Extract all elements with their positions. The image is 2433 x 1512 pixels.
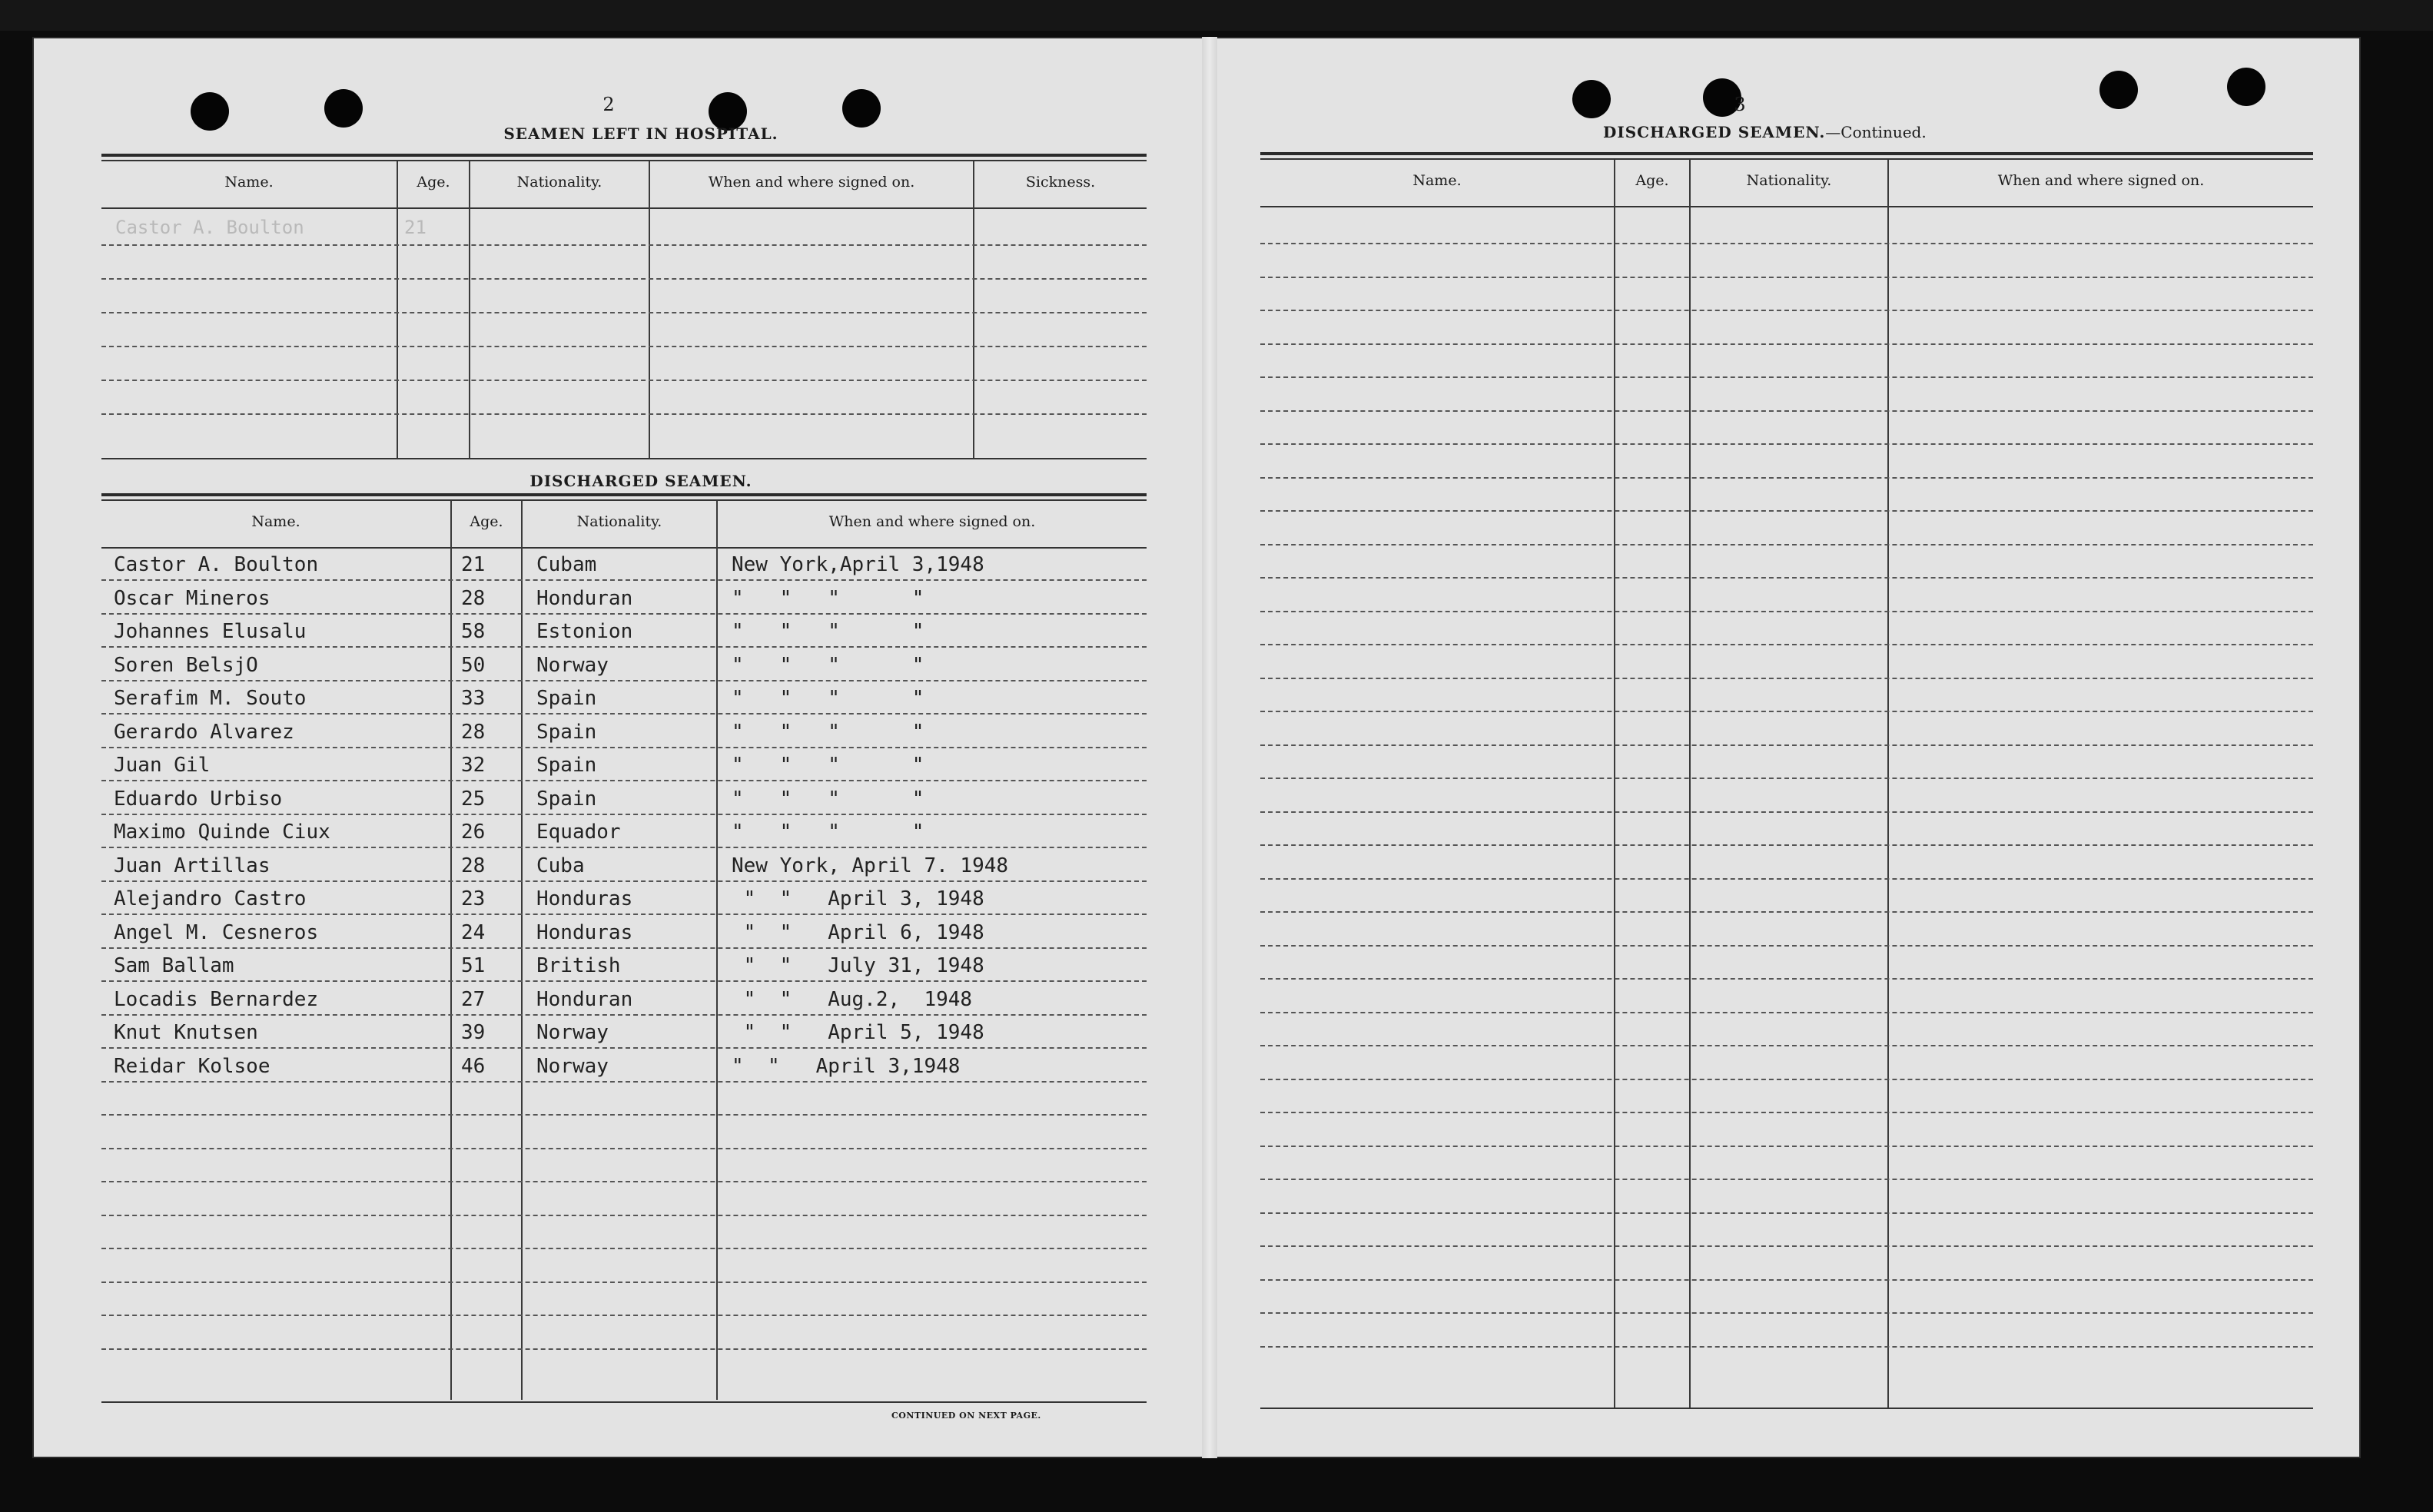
row-rule bbox=[101, 880, 1147, 882]
punch-hole bbox=[842, 89, 881, 128]
row-rule bbox=[101, 914, 1147, 915]
seaman-signed-on: " " April 5, 1948 bbox=[732, 1021, 984, 1044]
seaman-age: 46 bbox=[461, 1054, 486, 1078]
seaman-signed-on: " " July 31, 1948 bbox=[732, 954, 984, 977]
row-rule bbox=[101, 980, 1147, 982]
row-rule bbox=[1260, 1279, 2313, 1281]
seaman-nationality: Honduras bbox=[536, 920, 633, 944]
punch-hole bbox=[324, 89, 363, 128]
continued-col-nationality: Nationality. bbox=[1746, 172, 1832, 189]
seaman-age: 28 bbox=[461, 720, 486, 744]
seaman-age: 58 bbox=[461, 620, 486, 643]
hospital-col-signed-on: When and where signed on. bbox=[708, 174, 915, 191]
row-rule bbox=[1260, 343, 2313, 345]
row-rule bbox=[1260, 945, 2313, 947]
row-rule bbox=[1260, 277, 2313, 278]
seaman-age: 26 bbox=[461, 821, 486, 844]
row-rule bbox=[1260, 678, 2313, 679]
seaman-nationality: Estonion bbox=[536, 620, 633, 643]
row-rule bbox=[101, 780, 1147, 781]
discharged-continued-title bbox=[1603, 123, 1927, 141]
row-rule bbox=[101, 847, 1147, 848]
seaman-age: 25 bbox=[461, 787, 486, 811]
row-rule bbox=[101, 1348, 1147, 1350]
seaman-nationality: Norway bbox=[536, 1021, 609, 1044]
seaman-nationality: Honduras bbox=[536, 887, 633, 910]
seaman-signed-on: " " Aug.2, 1948 bbox=[732, 987, 973, 1011]
seaman-name: Locadis Bernardez bbox=[114, 987, 319, 1011]
seaman-nationality: Cubam bbox=[536, 553, 597, 576]
seaman-nationality: Spain bbox=[536, 720, 597, 744]
row-rule bbox=[101, 713, 1147, 715]
row-rule bbox=[1260, 1112, 2313, 1113]
row-rule bbox=[1260, 544, 2313, 545]
seaman-age: 50 bbox=[461, 653, 486, 677]
hospital-section-title: SEAMEN LEFT IN HOSPITAL. bbox=[503, 124, 778, 143]
seaman-name: Maximo Quinde Ciux bbox=[114, 821, 330, 844]
row-rule bbox=[101, 947, 1147, 949]
row-rule bbox=[1260, 778, 2313, 779]
row-rule bbox=[1260, 644, 2313, 645]
row-rule bbox=[101, 1282, 1147, 1283]
seaman-signed-on: " " April 6, 1948 bbox=[732, 920, 984, 944]
seaman-signed-on: New York, April 7. 1948 bbox=[732, 854, 1009, 877]
seaman-nationality: Honduran bbox=[536, 586, 633, 610]
title-suffix: —Continued. bbox=[1825, 123, 1927, 141]
seaman-name: Soren BelsjO bbox=[114, 653, 258, 677]
seaman-nationality: Cuba bbox=[536, 854, 585, 877]
row-rule bbox=[101, 1248, 1147, 1249]
register-sheet bbox=[32, 37, 2361, 1458]
row-rule bbox=[1260, 711, 2313, 712]
row-rule bbox=[1260, 878, 2313, 880]
seaman-nationality: Spain bbox=[536, 687, 597, 710]
seaman-age: 51 bbox=[461, 954, 486, 977]
seaman-name: Angel M. Cesneros bbox=[114, 920, 319, 944]
row-rule bbox=[1260, 911, 2313, 913]
seaman-nationality: Spain bbox=[536, 787, 597, 811]
page-number: 3 bbox=[1734, 94, 1746, 115]
seaman-signed-on: " " " " bbox=[732, 821, 924, 844]
row-rule bbox=[1260, 443, 2313, 445]
seaman-signed-on: New York,April 3,1948 bbox=[732, 553, 984, 576]
seaman-name: Juan Artillas bbox=[114, 854, 271, 877]
seaman-signed-on: " " " " bbox=[732, 754, 924, 777]
seaman-signed-on: " " " " bbox=[732, 620, 924, 643]
seaman-age: 27 bbox=[461, 987, 486, 1011]
row-rule bbox=[1260, 1146, 2313, 1147]
seaman-age: 33 bbox=[461, 687, 486, 710]
seaman-age: 28 bbox=[461, 586, 486, 610]
row-rule bbox=[1260, 376, 2313, 378]
hospital-col-nationality: Nationality. bbox=[516, 174, 602, 191]
row-rule bbox=[1260, 1012, 2313, 1013]
row-rule bbox=[101, 1181, 1147, 1182]
row-rule bbox=[101, 1014, 1147, 1016]
punch-hole bbox=[2227, 68, 2265, 106]
seaman-signed-on: " " " " bbox=[732, 586, 924, 610]
seaman-name: Gerardo Alvarez bbox=[114, 720, 294, 744]
row-rule bbox=[1260, 577, 2313, 579]
row-rule bbox=[101, 613, 1147, 615]
seaman-name: Johannes Elusalu bbox=[114, 620, 307, 643]
seaman-name: Serafim M. Souto bbox=[114, 687, 307, 710]
hospital-col-name: Name. bbox=[224, 174, 274, 191]
hospital-bleedthrough-name: Castor A. Boulton bbox=[115, 217, 304, 238]
row-rule bbox=[1260, 844, 2313, 846]
row-rule bbox=[1260, 1346, 2313, 1348]
continued-col-age: Age. bbox=[1635, 172, 1669, 189]
hospital-col-age: Age. bbox=[417, 174, 450, 191]
scan-top-edge bbox=[0, 0, 2433, 31]
discharged-col-signed-on: When and where signed on. bbox=[828, 513, 1036, 530]
seaman-age: 23 bbox=[461, 887, 486, 910]
seaman-nationality: Spain bbox=[536, 754, 597, 777]
continued-col-signed-on: When and where signed on. bbox=[1997, 172, 2205, 189]
row-rule bbox=[101, 1047, 1147, 1049]
punch-hole bbox=[2099, 71, 2138, 109]
continued-note: CONTINUED ON NEXT PAGE. bbox=[891, 1411, 1041, 1421]
row-rule bbox=[1260, 1045, 2313, 1046]
discharged-col-nationality: Nationality. bbox=[576, 513, 662, 530]
row-rule bbox=[101, 1114, 1147, 1116]
page-number: 2 bbox=[602, 94, 615, 115]
row-rule bbox=[1260, 510, 2313, 512]
seaman-signed-on: " " April 3, 1948 bbox=[732, 887, 984, 910]
row-rule bbox=[1260, 811, 2313, 813]
discharged-section-title: DISCHARGED SEAMEN. bbox=[529, 472, 752, 490]
row-rule bbox=[101, 1148, 1147, 1149]
row-rule bbox=[1260, 1312, 2313, 1314]
row-rule bbox=[1260, 477, 2313, 479]
row-rule bbox=[1260, 978, 2313, 980]
hospital-col-sickness: Sickness. bbox=[1025, 174, 1096, 191]
seaman-age: 28 bbox=[461, 854, 486, 877]
seaman-nationality: Norway bbox=[536, 1054, 609, 1078]
row-rule bbox=[1260, 1245, 2313, 1247]
row-rule bbox=[1260, 310, 2313, 311]
seaman-name: Juan Gil bbox=[114, 754, 211, 777]
row-rule bbox=[1260, 1179, 2313, 1180]
seaman-age: 32 bbox=[461, 754, 486, 777]
row-rule bbox=[101, 814, 1147, 815]
row-rule bbox=[101, 680, 1147, 681]
seaman-signed-on: " " " " bbox=[732, 653, 924, 677]
title-main: DISCHARGED SEAMEN. bbox=[1603, 123, 1826, 141]
seaman-signed-on: " " " " bbox=[732, 720, 924, 744]
page-fold bbox=[1202, 37, 1217, 1458]
seaman-name: Reidar Kolsoe bbox=[114, 1054, 271, 1078]
row-rule bbox=[1260, 744, 2313, 746]
seaman-nationality: Norway bbox=[536, 653, 609, 677]
seaman-signed-on: " " " " bbox=[732, 787, 924, 811]
seaman-name: Eduardo Urbiso bbox=[114, 787, 283, 811]
row-rule bbox=[1260, 1212, 2313, 1214]
row-rule bbox=[101, 646, 1147, 648]
seaman-name: Knut Knutsen bbox=[114, 1021, 258, 1044]
row-rule bbox=[1260, 611, 2313, 612]
row-rule bbox=[1260, 243, 2313, 244]
continued-col-name: Name. bbox=[1412, 172, 1462, 189]
discharged-col-age: Age. bbox=[470, 513, 503, 530]
seaman-nationality: British bbox=[536, 954, 621, 977]
hospital-bleedthrough-age: 21 bbox=[404, 217, 427, 238]
row-rule bbox=[101, 1081, 1147, 1083]
seaman-age: 39 bbox=[461, 1021, 486, 1044]
punch-hole bbox=[1572, 80, 1611, 118]
seaman-name: Alejandro Castro bbox=[114, 887, 307, 910]
row-rule bbox=[1260, 1079, 2313, 1080]
row-rule bbox=[1260, 410, 2313, 412]
row-rule bbox=[101, 579, 1147, 581]
row-rule bbox=[101, 747, 1147, 748]
seaman-name: Sam Ballam bbox=[114, 954, 234, 977]
seaman-age: 24 bbox=[461, 920, 486, 944]
seaman-age: 21 bbox=[461, 553, 486, 576]
seaman-signed-on: " " " " bbox=[732, 687, 924, 710]
punch-hole bbox=[191, 92, 229, 131]
row-rule bbox=[101, 1215, 1147, 1216]
row-rule bbox=[101, 1315, 1147, 1316]
discharged-col-name: Name. bbox=[251, 513, 300, 530]
seaman-nationality: Honduran bbox=[536, 987, 633, 1011]
seaman-name: Oscar Mineros bbox=[114, 586, 271, 610]
seaman-nationality: Equador bbox=[536, 821, 621, 844]
seaman-signed-on: " " April 3,1948 bbox=[732, 1054, 961, 1078]
seaman-name: Castor A. Boulton bbox=[114, 553, 319, 576]
